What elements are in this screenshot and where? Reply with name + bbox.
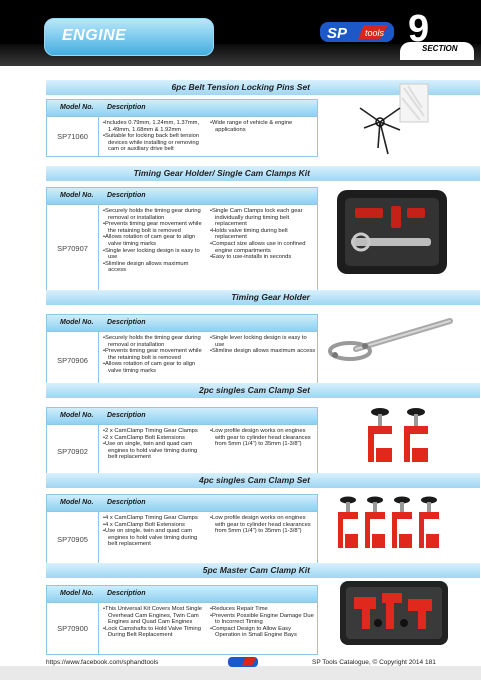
description-col-2 xyxy=(210,208,316,261)
table-header xyxy=(47,495,317,512)
product-table xyxy=(46,99,318,157)
section-title: ENGINE xyxy=(62,27,127,44)
description-col-1 xyxy=(103,606,207,639)
footer-copyright xyxy=(312,659,436,666)
table-row xyxy=(47,117,317,156)
feature-item: • 4 x CamClamp Timing Gear Clamps xyxy=(103,515,207,522)
feature-item: • Prevents Possible Engine Damage Due to Incorrect Timing xyxy=(210,613,316,626)
table-header xyxy=(47,188,317,205)
description-col-1 xyxy=(103,120,207,153)
feature-item: • Prevents timing gear movement while the retaining bolt is removed xyxy=(103,348,207,361)
feature-item: • Single lever locking design is easy to use xyxy=(103,248,207,261)
product-title-bar xyxy=(46,290,480,305)
feature-item: • Low profile design works on engines with gear to cylinder head clearances from 5mm (1/4") to 35mm (1-3/8") xyxy=(210,515,316,535)
description-header: Description xyxy=(107,192,146,199)
description-col-1 xyxy=(103,515,207,548)
footer-logo xyxy=(228,656,258,668)
table-header xyxy=(47,100,317,117)
cam-clamps-kit-image xyxy=(333,186,451,278)
feature-item: • 4 x CamClamp Bolt Extensions xyxy=(103,522,207,529)
description-header: Description xyxy=(107,499,146,506)
feature-item: • Prevents timing gear movement while the retaining bolt is removed xyxy=(103,221,207,234)
product-table xyxy=(46,585,318,655)
feature-item: • Securely holds the timing gear during removal or installation xyxy=(103,208,207,221)
description-col-1 xyxy=(103,428,207,461)
feature-item: • Low profile design works on engines with gear to cylinder head clearances from 5mm (1/4") to 35mm (1-3/8") xyxy=(210,428,316,448)
feature-item: • Includes 0.79mm, 1.24mm, 1.37mm, 1.49mm, 1.68mm & 1.92mm xyxy=(103,120,207,133)
model-header: Model No. xyxy=(60,319,94,326)
feature-item: • Use on single, twin and quad cam engines to hold valve timing during belt replacement xyxy=(103,528,207,548)
model-number: SP70900 xyxy=(47,603,99,654)
model-number: SP70902 xyxy=(47,425,99,477)
section-number: 9 xyxy=(408,8,430,50)
description-header: Description xyxy=(107,412,146,419)
description-header: Description xyxy=(107,104,146,111)
footer-bar xyxy=(0,666,481,680)
model-number: SP70907 xyxy=(47,205,99,291)
product-title: Timing Gear Holder xyxy=(231,292,310,302)
product-title: 4pc singles Cam Clamp Set xyxy=(198,475,310,485)
timing-gear-holder-image xyxy=(326,313,456,369)
description-col-2 xyxy=(210,428,316,448)
product-title: 5pc Master Cam Clamp Kit xyxy=(202,565,310,575)
product-title-bar xyxy=(46,383,480,398)
table-header xyxy=(47,586,317,603)
description-col-2 xyxy=(210,515,316,535)
feature-item: • Lock Camshafts to Hold Valve Timing During Belt Replacement xyxy=(103,626,207,639)
model-number: SP71060 xyxy=(47,117,99,156)
product-table xyxy=(46,314,318,390)
product-table xyxy=(46,407,318,478)
product-title: Timing Gear Holder/ Single Cam Clamps Kit xyxy=(133,168,310,178)
feature-item: • Securely holds the timing gear during removal or installation xyxy=(103,335,207,348)
logo-sub: tools xyxy=(365,28,385,38)
table-row xyxy=(47,332,317,389)
table-row xyxy=(47,603,317,654)
description-col-2 xyxy=(210,606,316,639)
product-table xyxy=(46,187,318,292)
feature-item: • Suitable for locking back belt tension devices while installing or removing cam or auxiliary drive belt xyxy=(103,133,207,153)
logo-text: SP xyxy=(327,25,348,42)
model-number: SP70906 xyxy=(47,332,99,389)
description-header: Description xyxy=(107,590,146,597)
description-col-2 xyxy=(210,120,316,133)
locking-pins-image xyxy=(350,78,450,160)
product-title-bar xyxy=(46,563,480,578)
product-title: 2pc singles Cam Clamp Set xyxy=(198,385,310,395)
feature-item: • Slimline design allows maximum access xyxy=(210,348,316,355)
feature-item: • 2 x CamClamp Bolt Extensions xyxy=(103,435,207,442)
feature-item: • Reduces Repair Time xyxy=(210,606,316,613)
product-title: 6pc Belt Tension Locking Pins Set xyxy=(171,82,310,92)
copyright-text: SP Tools Catalogue, © Copyright 2014 xyxy=(312,659,424,666)
page-number: 181 xyxy=(424,659,436,666)
master-cam-clamp-kit-image xyxy=(338,579,450,647)
model-header: Model No. xyxy=(60,499,94,506)
section-label: SECTION xyxy=(422,44,458,53)
feature-item: • Single lever locking design is easy to use xyxy=(210,335,316,348)
model-header: Model No. xyxy=(60,412,94,419)
table-header xyxy=(47,315,317,332)
feature-item: • Use on single, twin and quad cam engines to hold valve timing during belt replacement xyxy=(103,441,207,461)
feature-item: • Allows rotation of cam gear to align valve timing marks xyxy=(103,234,207,247)
feature-item: • Slimline design allows maximum access xyxy=(103,261,207,274)
product-table xyxy=(46,494,318,567)
feature-item: • 2 x CamClamp Timing Gear Clamps xyxy=(103,428,207,435)
cam-clamp-set-4-image xyxy=(334,492,446,556)
feature-item: • Compact Design to Allow Easy Operation in Small Engine Bays xyxy=(210,626,316,639)
product-title-bar xyxy=(46,166,480,181)
feature-item: • Compact size allows use in confined engine compartments xyxy=(210,241,316,254)
table-row xyxy=(47,205,317,291)
product-title-bar xyxy=(46,473,480,488)
model-header: Model No. xyxy=(60,590,94,597)
cam-clamp-set-2-image xyxy=(360,404,440,474)
footer-url[interactable]: https://www.facebook.com/sphandtools xyxy=(46,659,159,666)
sp-tools-logo xyxy=(318,19,396,45)
feature-item: • Wide range of vehicle & engine applications xyxy=(210,120,316,133)
table-header xyxy=(47,408,317,425)
feature-item: • Allows rotation of cam gear to align valve timing marks xyxy=(103,361,207,374)
feature-item: • Easy to use-installs in seconds xyxy=(210,254,316,261)
description-col-1 xyxy=(103,335,207,375)
model-header: Model No. xyxy=(60,104,94,111)
description-header: Description xyxy=(107,319,146,326)
table-row xyxy=(47,425,317,477)
description-col-2 xyxy=(210,335,316,355)
model-header: Model No. xyxy=(60,192,94,199)
feature-item: • This Universal Kit Covers Most Single Overhead Cam Engines, Twin Cam Engines and Quad Cam Engines xyxy=(103,606,207,626)
feature-item: • Holds valve timing during belt replacement xyxy=(210,228,316,241)
feature-item: • Single Cam Clamps lock each gear individually during timing belt replacement xyxy=(210,208,316,228)
table-row xyxy=(47,512,317,566)
description-col-1 xyxy=(103,208,207,274)
model-number: SP70905 xyxy=(47,512,99,566)
